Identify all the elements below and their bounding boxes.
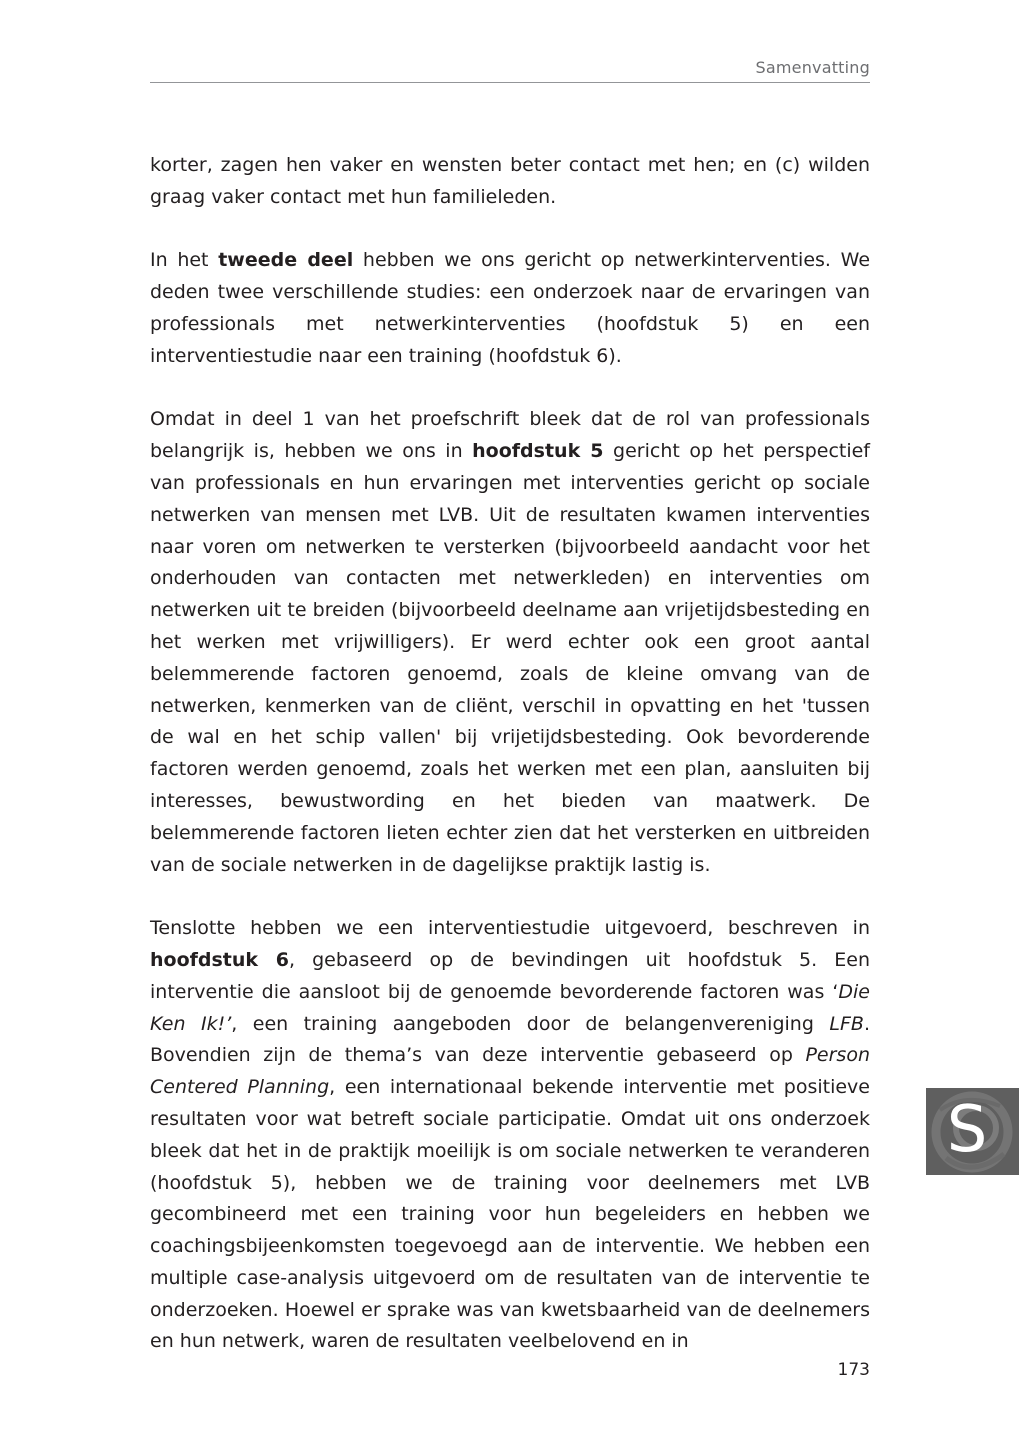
paragraph-3-bold-term: hoofdstuk 5: [472, 440, 604, 463]
page-number: 173: [837, 1360, 870, 1380]
paragraph-4-italic-method: Person Centered Planning: [150, 1044, 870, 1099]
paragraph-4-italic-organisation: LFB: [829, 1012, 864, 1035]
paragraph-4: [150, 913, 870, 1358]
paragraph-4-text-2: , gebaseerd op de bevindingen uit hoofdstuk 5. Een interventie die aansloot bij de genoemde bevorderende factoren was ‘: [150, 948, 871, 1003]
paragraph-4-italic-training-name: Die Ken Ik!’: [150, 980, 870, 1035]
paragraph-3: [150, 404, 870, 881]
paragraph-2-bold-term: tweede deel: [218, 249, 354, 272]
paragraph-4-text-4: . Bovendien zijn de thema’s van deze interventie gebaseerd op: [150, 1012, 870, 1067]
paragraph-4-text-5: , een internationaal bekende interventie met positieve resultaten voor wat betreft sociale participatie. Omdat uit ons onderzoek bleek dat het in de praktijk moeilijk is om sociale netwerken te veranderen (hoofdstuk 5), hebben we de training voor deelnemers met LVB gecombineerd met een training voor hun begeleiders en hebben we coachingsbijeenkomsten toegevoegd aan de interventie. We hebben een multiple case-analysis uitgevoerd om de resultaten van de interventie te onderzoeken. Hoewel er sprake was van kwetsbaarheid van de deelnemers en hun netwerk, waren de resultaten veelbelovend en in: [150, 1076, 870, 1353]
paragraph-4-bold-term: hoofdstuk 6: [150, 948, 289, 971]
chapter-tab: [926, 1088, 1019, 1175]
paragraph-3-text-continued: gericht op het perspectief van professionals en hun ervaringen met interventies gericht op sociale netwerken van mensen met LVB. Uit de resultaten kwamen interventies naar voren om netwerken te versterken (bijvoorbeeld aandacht voor het onderhouden van contacten met netwerkleden) en interventies om netwerken uit te breiden (bijvoorbeeld deelname aan vrijetijdsbesteding en het werken met vrijwilligers). Er werd echter ook een groot aantal belemmerende factoren genoemd, zoals de kleine omvang van de netwerken, kenmerken van de cliënt, verschil in opvatting en het 'tussen de wal en het schip vallen' bij vrijetijdsbesteding. Ook bevorderende factoren werden genoemd, zoals het werken met een plan, aansluiten bij interesses, bewustwording en het bieden van maatwerk. De belemmerende factoren lieten echter zien dat het versterken en uitbreiden van de sociale netwerken in de dagelijkse praktijk lastig is.: [150, 440, 870, 876]
paragraph-4-text: Tenslotte hebben we een interventiestudie uitgevoerd, beschreven in: [150, 917, 870, 940]
body-text: [150, 150, 870, 1358]
paragraph-2: [150, 245, 870, 372]
chapter-letter: S: [946, 1093, 988, 1167]
paragraph-1: korter, zagen hen vaker en wensten beter contact met hen; en (c) wilden graag vaker contact met hun familieleden.: [150, 154, 870, 208]
paragraph-2-text: In het: [150, 249, 219, 272]
paragraph-2-text-continued: hebben we ons gericht op netwerkinterventies. We deden twee verschillende studies: een onderzoek naar de ervaringen van professionals met netwerkinterventies (hoofdstuk 5) en een interventiestudie naar een training (hoofdstuk 6).: [150, 249, 871, 367]
paragraph-3-text: Omdat in deel 1 van het proefschrift bleek dat de rol van professionals belangrijk is, hebben we ons in: [150, 408, 870, 463]
header-rule: [150, 82, 870, 83]
running-header: Samenvatting: [755, 58, 870, 77]
paragraph-4-text-3: , een training aangeboden door de belangenvereniging: [231, 1012, 830, 1035]
